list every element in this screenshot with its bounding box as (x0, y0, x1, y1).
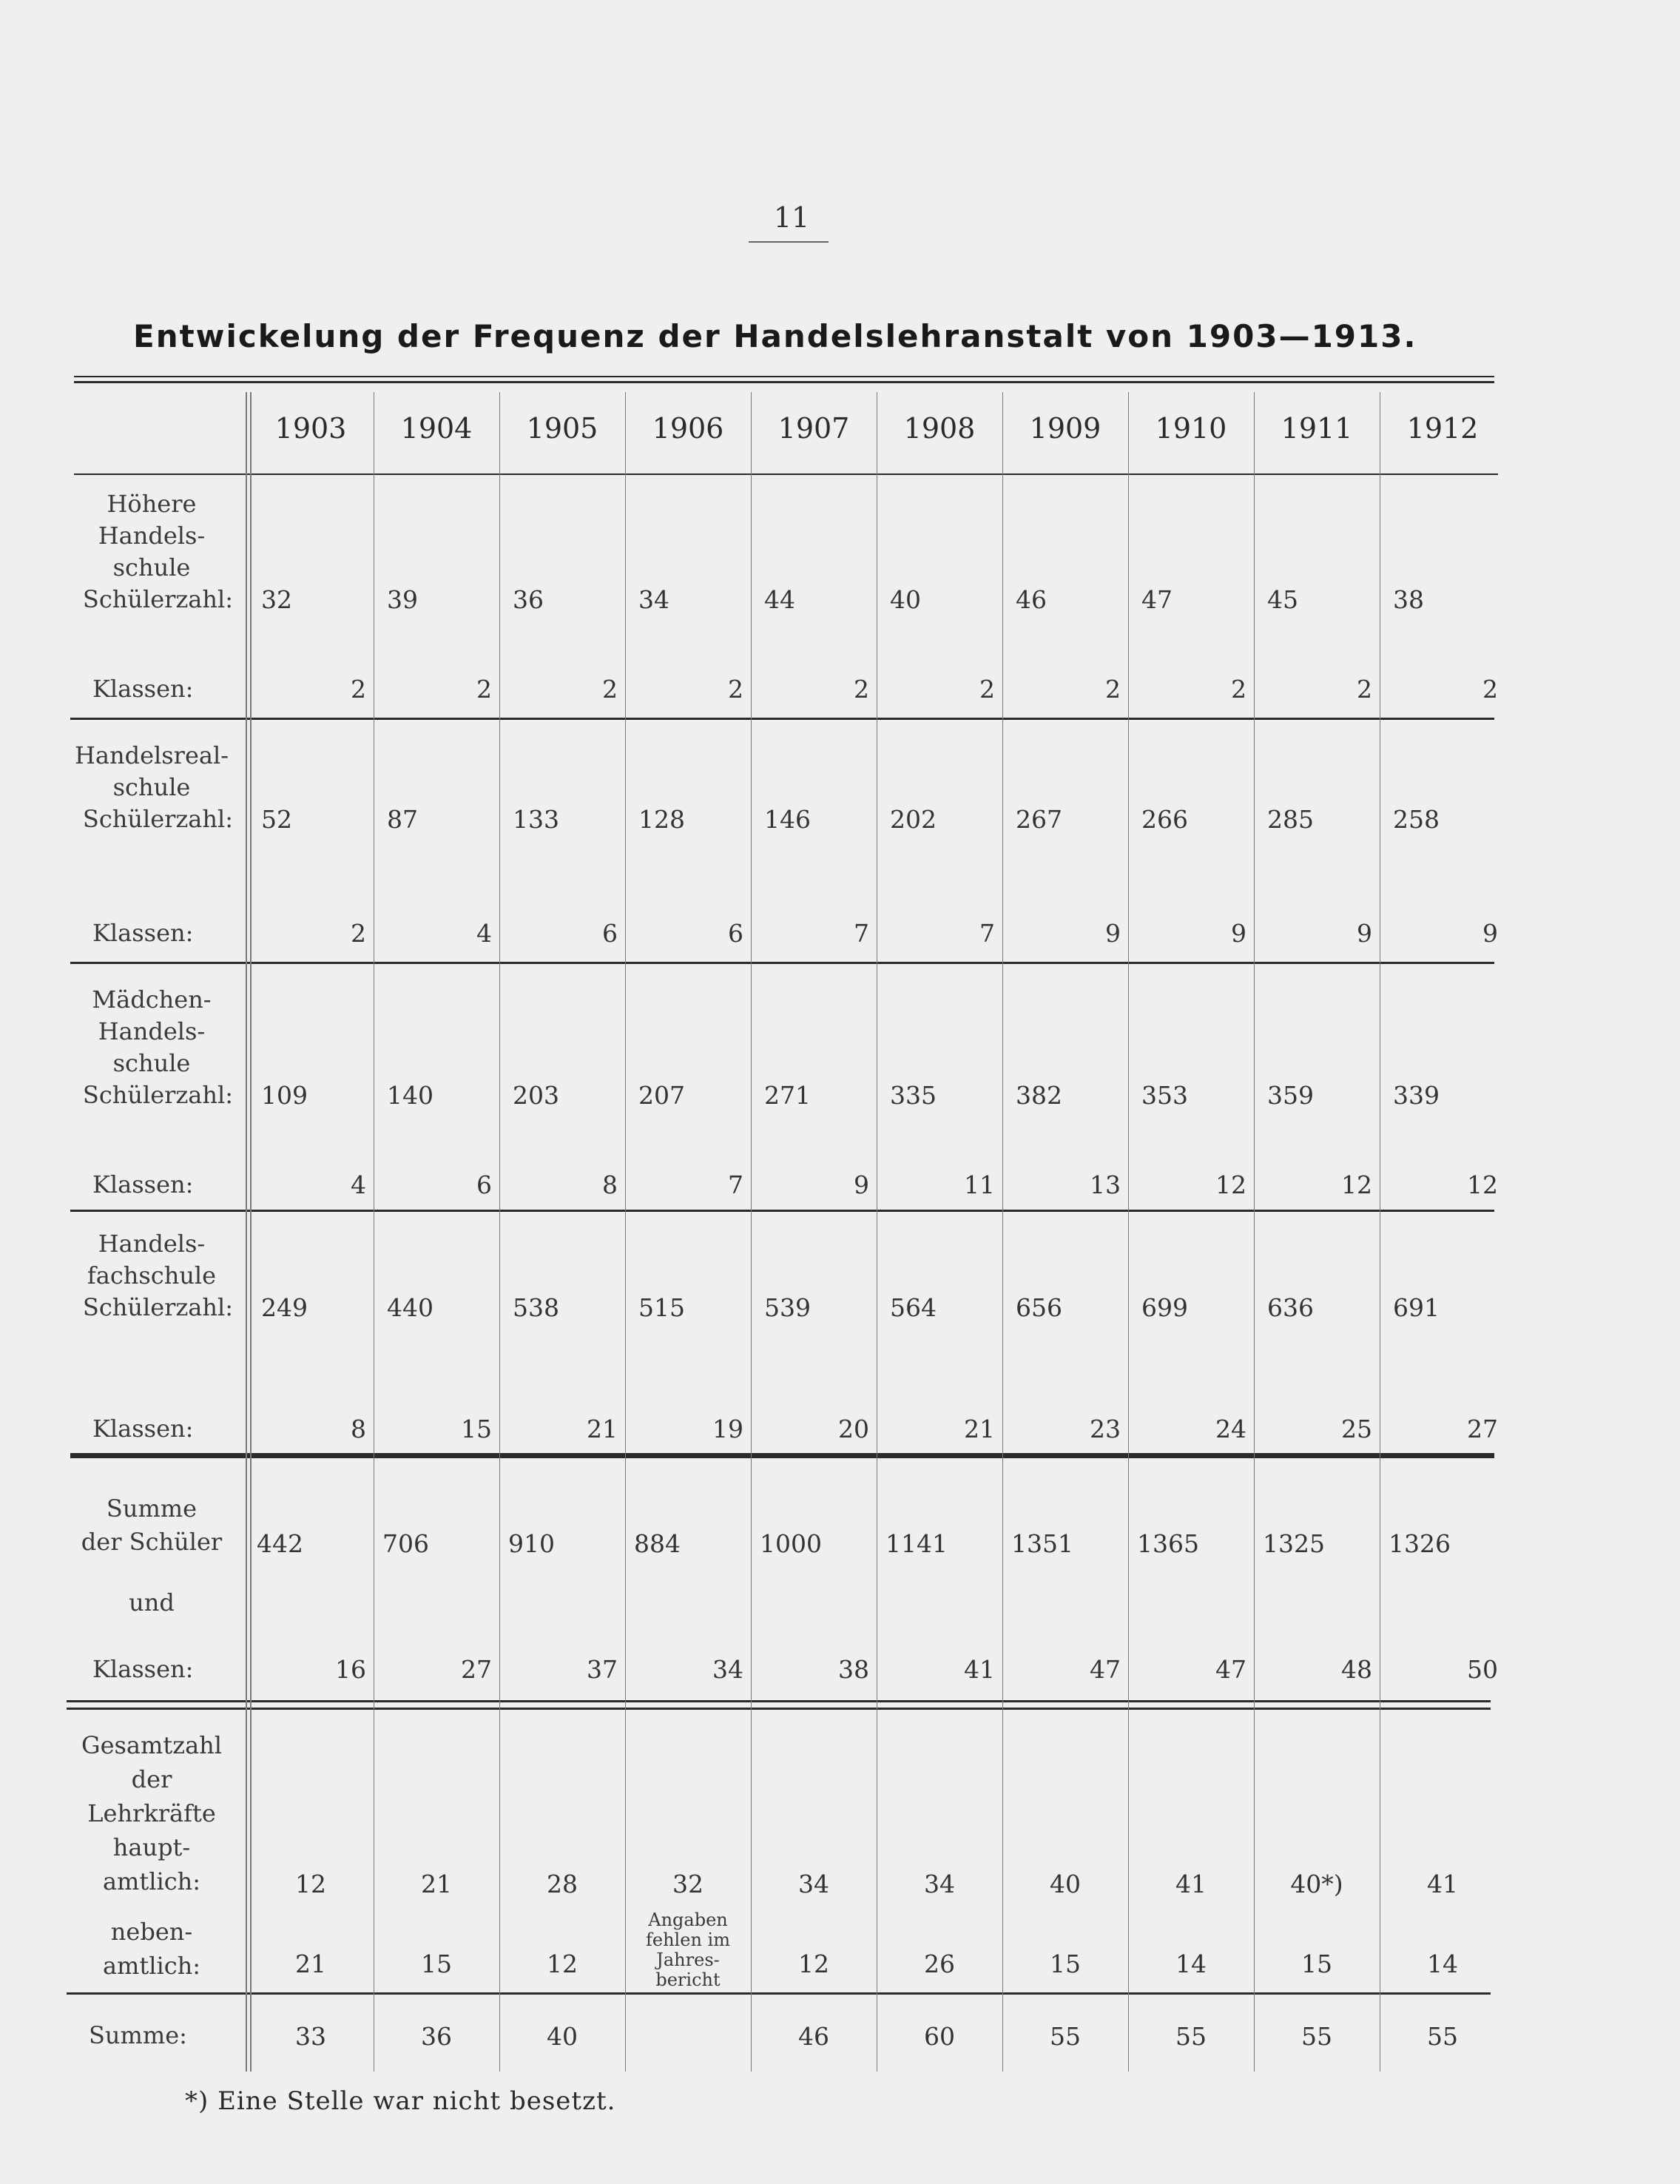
summe-student-count: 884 (634, 1529, 681, 1558)
nebenamtlich-count: 26 (924, 1949, 955, 1978)
teachers-sum: 55 (1050, 2022, 1081, 2051)
table-title: Entwickelung der Frequenz der Handelslehranstalt von 1903—1913. (133, 318, 1417, 354)
class-count: 9 (1105, 919, 1121, 948)
nebenamtlich-count: 15 (1050, 1949, 1081, 1978)
neben-label: amtlich: (102, 1952, 201, 1980)
class-count: 9 (854, 1170, 869, 1199)
missing-data-note: Jahres- (656, 1949, 720, 1970)
year-header: 1910 (1155, 412, 1227, 445)
student-count: 539 (764, 1293, 811, 1322)
section-name: Höhere (107, 490, 197, 518)
students-label: Schülerzahl: (82, 1293, 233, 1321)
class-count: 2 (602, 675, 618, 704)
student-count: 353 (1141, 1081, 1188, 1110)
year-header: 1906 (652, 412, 724, 445)
year-header: 1909 (1029, 412, 1102, 445)
student-count: 515 (638, 1293, 685, 1322)
nebenamtlich-count: 15 (421, 1949, 452, 1978)
section-name: schule (112, 1049, 191, 1077)
teachers-sum: 55 (1301, 2022, 1332, 2051)
nebenamtlich-count: 15 (1301, 1949, 1332, 1978)
hauptamtlich-count: 41 (1175, 1870, 1207, 1898)
nebenamtlich-count: 14 (1175, 1949, 1207, 1978)
student-count: 440 (387, 1293, 434, 1322)
summe-label: und (129, 1588, 175, 1617)
label-column-rule (246, 392, 247, 2072)
classes-label: Klassen: (92, 1415, 194, 1443)
student-count: 44 (764, 585, 795, 614)
year-header: 1908 (903, 412, 976, 445)
class-count: 2 (979, 675, 995, 704)
class-count: 12 (1467, 1170, 1498, 1199)
class-count: 15 (461, 1415, 492, 1443)
section-name: Handelsreal- (74, 741, 229, 769)
nebenamtlich-count: 21 (295, 1949, 326, 1978)
hauptamtlich-count: 40 (1050, 1870, 1081, 1898)
class-count: 7 (979, 919, 995, 948)
student-count: 39 (387, 585, 418, 614)
year-header: 1907 (777, 412, 850, 445)
summe-student-count: 1326 (1389, 1529, 1451, 1558)
class-count: 9 (1482, 919, 1498, 948)
year-header: 1904 (400, 412, 473, 445)
student-count: 128 (638, 805, 685, 834)
student-count: 36 (513, 585, 544, 614)
class-count: 2 (1231, 675, 1246, 704)
class-count: 9 (1231, 919, 1246, 948)
class-count: 9 (1357, 919, 1372, 948)
top-rule (74, 381, 1494, 383)
class-count: 6 (602, 919, 618, 948)
student-count: 359 (1267, 1081, 1314, 1110)
student-count: 133 (513, 805, 559, 834)
class-count: 24 (1215, 1415, 1246, 1443)
column-rule (1254, 392, 1255, 2072)
summe-student-count: 1141 (885, 1529, 948, 1558)
student-count: 636 (1267, 1293, 1314, 1322)
summe-student-count: 1365 (1137, 1529, 1199, 1558)
sum-rule (67, 1992, 1491, 1995)
student-count: 691 (1393, 1293, 1440, 1322)
student-count: 249 (261, 1293, 308, 1322)
classes-label: Klassen: (92, 919, 194, 947)
class-count: 6 (728, 919, 743, 948)
page-number-rule (749, 241, 829, 243)
student-count: 656 (1016, 1293, 1062, 1322)
student-count: 266 (1141, 805, 1188, 834)
class-count: 13 (1090, 1170, 1121, 1199)
class-count: 27 (1467, 1415, 1498, 1443)
class-count: 2 (728, 675, 743, 704)
year-header: 1905 (526, 412, 598, 445)
summe-classes-label: Klassen: (92, 1655, 194, 1683)
footnote: *) Eine Stelle war nicht besetzt. (185, 2086, 616, 2116)
teachers-sum: 36 (421, 2022, 452, 2051)
student-count: 109 (261, 1081, 308, 1110)
student-count: 34 (638, 585, 669, 614)
nebenamtlich-count: 14 (1427, 1949, 1458, 1978)
class-count: 7 (854, 919, 869, 948)
class-count: 12 (1215, 1170, 1246, 1199)
summe-class-count: 38 (838, 1655, 869, 1684)
missing-data-note: Angaben (648, 1910, 728, 1930)
teachers-sum: 46 (798, 2022, 829, 2051)
haupt-label: amtlich: (102, 1867, 201, 1895)
year-header: 1912 (1406, 412, 1479, 445)
student-count: 140 (387, 1081, 434, 1110)
nebenamtlich-count: 12 (798, 1949, 829, 1978)
summe-student-count: 442 (257, 1529, 303, 1558)
student-count: 207 (638, 1081, 685, 1110)
summe-class-count: 48 (1341, 1655, 1372, 1684)
class-count: 21 (587, 1415, 618, 1443)
neben-label: neben- (110, 1918, 193, 1946)
teachers-sum: 55 (1427, 2022, 1458, 2051)
column-rule (1128, 392, 1129, 2072)
student-count: 203 (513, 1081, 559, 1110)
student-count: 382 (1016, 1081, 1062, 1110)
nebenamtlich-count: 12 (547, 1949, 578, 1978)
students-label: Schülerzahl: (82, 805, 233, 833)
hauptamtlich-count: 32 (672, 1870, 704, 1898)
student-count: 271 (764, 1081, 811, 1110)
section-name: fachschule (87, 1261, 217, 1290)
top-rule (74, 376, 1494, 377)
summe-student-count: 1325 (1263, 1529, 1325, 1558)
student-count: 538 (513, 1293, 559, 1322)
summe-class-count: 41 (964, 1655, 995, 1684)
student-count: 47 (1141, 585, 1173, 614)
hauptamtlich-count: 12 (295, 1870, 326, 1898)
student-count: 335 (890, 1081, 937, 1110)
summe-student-count: 1000 (760, 1529, 822, 1558)
summe-class-count: 50 (1467, 1655, 1498, 1684)
hauptamtlich-count: 21 (421, 1870, 452, 1898)
section-name: Handels- (98, 522, 206, 550)
section-rule (70, 1456, 1494, 1458)
student-count: 87 (387, 805, 418, 834)
section-name: Mädchen- (92, 985, 212, 1014)
missing-data-note: bericht (655, 1969, 721, 1990)
student-count: 38 (1393, 585, 1424, 614)
student-count: 339 (1393, 1081, 1440, 1110)
page-number: 11 (773, 201, 810, 234)
student-count: 267 (1016, 805, 1062, 834)
teachers-sum-label: Summe: (89, 2021, 187, 2049)
classes-label: Klassen: (92, 675, 194, 703)
student-count: 285 (1267, 805, 1314, 834)
student-count: 564 (890, 1293, 937, 1322)
students-label: Schülerzahl: (82, 585, 233, 613)
class-count: 2 (1482, 675, 1498, 704)
classes-label: Klassen: (92, 1170, 194, 1199)
summe-rule (70, 1453, 1494, 1456)
teachers-label: Lehrkräfte (87, 1799, 216, 1827)
class-count: 2 (351, 675, 366, 704)
summe-student-count: 1351 (1011, 1529, 1073, 1558)
summe-class-count: 37 (587, 1655, 618, 1684)
header-rule (74, 473, 1498, 475)
class-count: 12 (1341, 1170, 1372, 1199)
student-count: 52 (261, 805, 292, 834)
student-count: 32 (261, 585, 292, 614)
class-count: 6 (476, 1170, 492, 1199)
double-rule (67, 1700, 1491, 1702)
section-name: Handels- (98, 1230, 206, 1258)
summe-class-count: 34 (712, 1655, 743, 1684)
summe-class-count: 47 (1090, 1655, 1121, 1684)
class-count: 2 (476, 675, 492, 704)
class-count: 8 (351, 1415, 366, 1443)
student-count: 45 (1267, 585, 1298, 614)
student-count: 202 (890, 805, 937, 834)
hauptamtlich-count: 41 (1427, 1870, 1458, 1898)
double-rule (67, 1708, 1491, 1710)
year-header: 1903 (274, 412, 347, 445)
column-rule (499, 392, 500, 2072)
section-rule (70, 1210, 1494, 1212)
class-count: 2 (854, 675, 869, 704)
column-rule (625, 392, 626, 2072)
class-count: 2 (1105, 675, 1121, 704)
section-name: schule (112, 553, 191, 582)
column-rule (1002, 392, 1003, 2072)
student-count: 699 (1141, 1293, 1188, 1322)
teachers-sum: 55 (1175, 2022, 1207, 2051)
hauptamtlich-count: 34 (924, 1870, 955, 1898)
section-name: Handels- (98, 1017, 206, 1045)
label-column-rule (250, 392, 252, 2072)
hauptamtlich-count: 40*) (1290, 1870, 1343, 1898)
student-count: 146 (764, 805, 811, 834)
section-rule (70, 718, 1494, 720)
year-header: 1911 (1281, 412, 1353, 445)
summe-label: Summe (106, 1494, 198, 1523)
hauptamtlich-count: 28 (547, 1870, 578, 1898)
teachers-label: der (131, 1765, 172, 1793)
hauptamtlich-count: 34 (798, 1870, 829, 1898)
class-count: 2 (351, 919, 366, 948)
summe-student-count: 706 (382, 1529, 429, 1558)
class-count: 25 (1341, 1415, 1372, 1443)
section-name: schule (112, 773, 191, 801)
summe-student-count: 910 (508, 1529, 555, 1558)
summe-class-count: 47 (1215, 1655, 1246, 1684)
teachers-sum: 33 (295, 2022, 326, 2051)
class-count: 21 (964, 1415, 995, 1443)
section-rule (70, 962, 1494, 964)
class-count: 11 (964, 1170, 995, 1199)
student-count: 258 (1393, 805, 1440, 834)
class-count: 2 (1357, 675, 1372, 704)
class-count: 4 (476, 919, 492, 948)
class-count: 23 (1090, 1415, 1121, 1443)
summe-class-count: 16 (335, 1655, 366, 1684)
teachers-sum: 40 (547, 2022, 578, 2051)
class-count: 8 (602, 1170, 618, 1199)
teachers-sum: 60 (924, 2022, 955, 2051)
student-count: 40 (890, 585, 921, 614)
teachers-label: Gesamtzahl (81, 1731, 222, 1759)
class-count: 20 (838, 1415, 869, 1443)
summe-class-count: 27 (461, 1655, 492, 1684)
student-count: 46 (1016, 585, 1047, 614)
teachers-label: haupt- (112, 1833, 191, 1861)
summe-label: der Schüler (81, 1528, 223, 1556)
class-count: 19 (712, 1415, 743, 1443)
class-count: 4 (351, 1170, 366, 1199)
students-label: Schülerzahl: (82, 1081, 233, 1109)
column-rule (751, 392, 752, 2072)
missing-data-note: fehlen im (646, 1929, 730, 1950)
class-count: 7 (728, 1170, 743, 1199)
